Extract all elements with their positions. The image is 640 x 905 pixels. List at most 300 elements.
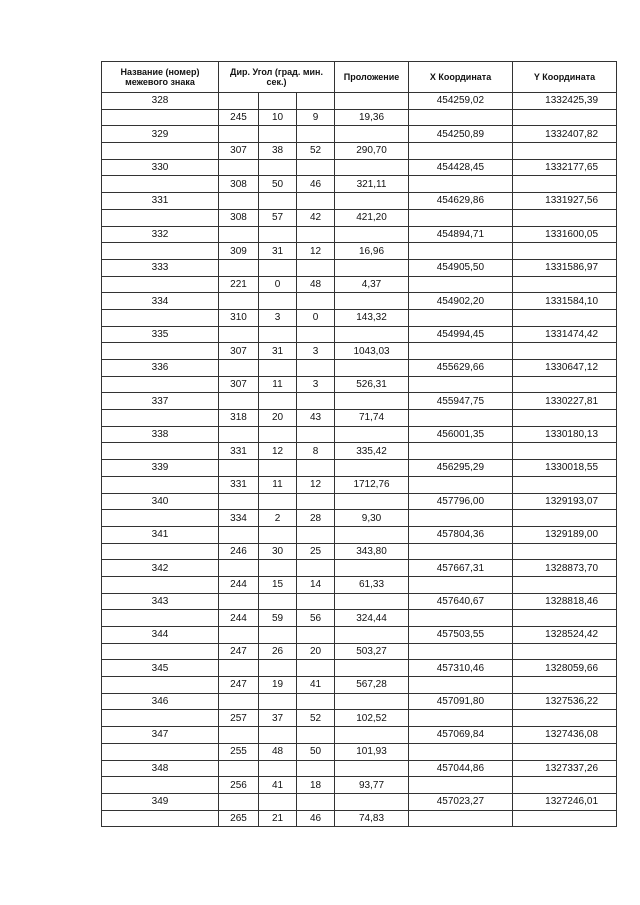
empty-cell: [219, 660, 259, 677]
empty-cell: [409, 410, 513, 427]
empty-cell: [513, 576, 617, 593]
empty-cell: [297, 560, 335, 577]
distance: 503,27: [335, 643, 409, 660]
empty-cell: [297, 727, 335, 744]
distance: 343,80: [335, 543, 409, 560]
segment-row: [102, 543, 617, 560]
segment-row: [102, 243, 617, 260]
empty-cell: [513, 610, 617, 627]
point-name: 329: [102, 126, 219, 143]
angle-minutes: 15: [259, 576, 297, 593]
empty-cell: [102, 743, 219, 760]
x-coordinate: 454994,45: [409, 326, 513, 343]
empty-cell: [297, 793, 335, 810]
empty-cell: [297, 760, 335, 777]
x-coordinate: 454629,86: [409, 193, 513, 210]
y-coordinate: 1332407,82: [513, 126, 617, 143]
empty-cell: [409, 710, 513, 727]
empty-cell: [219, 793, 259, 810]
segment-row: [102, 276, 617, 293]
empty-cell: [219, 126, 259, 143]
empty-cell: [219, 259, 259, 276]
segment-row: [102, 510, 617, 527]
empty-cell: [513, 810, 617, 827]
empty-cell: [219, 326, 259, 343]
empty-cell: [259, 760, 297, 777]
x-coordinate: 457023,27: [409, 793, 513, 810]
point-row: [102, 627, 617, 644]
point-name: 349: [102, 793, 219, 810]
empty-cell: [219, 727, 259, 744]
empty-cell: [219, 193, 259, 210]
angle-seconds: 46: [297, 810, 335, 827]
point-row: [102, 460, 617, 477]
empty-cell: [409, 176, 513, 193]
empty-cell: [297, 593, 335, 610]
angle-degrees: 256: [219, 777, 259, 794]
angle-degrees: 307: [219, 376, 259, 393]
point-row: [102, 426, 617, 443]
y-coordinate: 1330227,81: [513, 393, 617, 410]
distance: 74,83: [335, 810, 409, 827]
point-row: [102, 326, 617, 343]
y-coordinate: 1329193,07: [513, 493, 617, 510]
segment-row: [102, 677, 617, 694]
empty-cell: [297, 393, 335, 410]
empty-cell: [102, 610, 219, 627]
empty-cell: [409, 243, 513, 260]
empty-cell: [513, 743, 617, 760]
segment-row: [102, 143, 617, 160]
angle-seconds: 43: [297, 410, 335, 427]
angle-minutes: 50: [259, 176, 297, 193]
x-coordinate: 456295,29: [409, 460, 513, 477]
empty-cell: [259, 460, 297, 477]
empty-cell: [102, 510, 219, 527]
empty-cell: [409, 143, 513, 160]
y-coordinate: 1327246,01: [513, 793, 617, 810]
point-name: 337: [102, 393, 219, 410]
y-coordinate: 1328873,70: [513, 560, 617, 577]
header-row: [102, 62, 617, 93]
empty-cell: [259, 293, 297, 310]
point-row: [102, 360, 617, 377]
angle-minutes: 57: [259, 209, 297, 226]
empty-cell: [219, 426, 259, 443]
distance: 567,28: [335, 677, 409, 694]
empty-cell: [102, 109, 219, 126]
y-coordinate: 1329189,00: [513, 526, 617, 543]
header-y: Y Координата: [513, 62, 617, 93]
segment-row: [102, 343, 617, 360]
angle-degrees: 310: [219, 309, 259, 326]
empty-cell: [409, 276, 513, 293]
angle-seconds: 14: [297, 576, 335, 593]
empty-cell: [409, 610, 513, 627]
angle-seconds: 50: [297, 743, 335, 760]
empty-cell: [297, 627, 335, 644]
empty-cell: [259, 159, 297, 176]
angle-degrees: 255: [219, 743, 259, 760]
angle-seconds: 41: [297, 677, 335, 694]
angle-degrees: 247: [219, 677, 259, 694]
x-coordinate: 457503,55: [409, 627, 513, 644]
empty-cell: [335, 793, 409, 810]
distance: 61,33: [335, 576, 409, 593]
point-row: [102, 93, 617, 110]
coordinates-table: [101, 61, 617, 827]
empty-cell: [102, 476, 219, 493]
empty-cell: [513, 510, 617, 527]
distance: 9,30: [335, 510, 409, 527]
distance: 321,11: [335, 176, 409, 193]
empty-cell: [219, 393, 259, 410]
empty-cell: [335, 560, 409, 577]
header-x: X Координата: [409, 62, 513, 93]
point-row: [102, 760, 617, 777]
x-coordinate: 454428,45: [409, 159, 513, 176]
x-coordinate: 457640,67: [409, 593, 513, 610]
empty-cell: [102, 643, 219, 660]
angle-degrees: 244: [219, 610, 259, 627]
segment-row: [102, 376, 617, 393]
angle-minutes: 31: [259, 243, 297, 260]
x-coordinate: 455629,66: [409, 360, 513, 377]
x-coordinate: 454259,02: [409, 93, 513, 110]
distance: 101,93: [335, 743, 409, 760]
empty-cell: [409, 743, 513, 760]
empty-cell: [297, 259, 335, 276]
x-coordinate: 457091,80: [409, 693, 513, 710]
angle-seconds: 52: [297, 710, 335, 727]
point-name: 345: [102, 660, 219, 677]
y-coordinate: 1332425,39: [513, 93, 617, 110]
point-row: [102, 159, 617, 176]
point-row: [102, 526, 617, 543]
angle-minutes: 31: [259, 343, 297, 360]
distance: 71,74: [335, 410, 409, 427]
angle-degrees: 334: [219, 510, 259, 527]
angle-minutes: 11: [259, 476, 297, 493]
angle-minutes: 3: [259, 309, 297, 326]
empty-cell: [513, 410, 617, 427]
header-angle: Дир. Угол (град. мин. сек.): [219, 62, 335, 93]
empty-cell: [409, 510, 513, 527]
empty-cell: [259, 259, 297, 276]
empty-cell: [102, 710, 219, 727]
empty-cell: [102, 309, 219, 326]
empty-cell: [513, 643, 617, 660]
point-name: 338: [102, 426, 219, 443]
distance: 335,42: [335, 443, 409, 460]
segment-row: [102, 309, 617, 326]
y-coordinate: 1330018,55: [513, 460, 617, 477]
angle-degrees: 331: [219, 476, 259, 493]
empty-cell: [297, 293, 335, 310]
empty-cell: [259, 493, 297, 510]
empty-cell: [335, 326, 409, 343]
y-coordinate: 1328524,42: [513, 627, 617, 644]
empty-cell: [513, 777, 617, 794]
empty-cell: [297, 360, 335, 377]
angle-minutes: 38: [259, 143, 297, 160]
empty-cell: [297, 460, 335, 477]
distance: 93,77: [335, 777, 409, 794]
empty-cell: [335, 526, 409, 543]
x-coordinate: 455947,75: [409, 393, 513, 410]
angle-minutes: 2: [259, 510, 297, 527]
empty-cell: [513, 143, 617, 160]
distance: 19,36: [335, 109, 409, 126]
angle-minutes: 0: [259, 276, 297, 293]
x-coordinate: 457310,46: [409, 660, 513, 677]
angle-degrees: 307: [219, 143, 259, 160]
empty-cell: [102, 810, 219, 827]
point-row: [102, 393, 617, 410]
segment-row: [102, 476, 617, 493]
empty-cell: [297, 226, 335, 243]
segment-row: [102, 643, 617, 660]
x-coordinate: 457667,31: [409, 560, 513, 577]
y-coordinate: 1331600,05: [513, 226, 617, 243]
angle-degrees: 247: [219, 643, 259, 660]
angle-seconds: 3: [297, 376, 335, 393]
angle-degrees: 221: [219, 276, 259, 293]
point-name: 347: [102, 727, 219, 744]
point-row: [102, 259, 617, 276]
header-name: Название (номер) межевого знака: [102, 62, 219, 93]
point-name: 348: [102, 760, 219, 777]
point-name: 341: [102, 526, 219, 543]
empty-cell: [513, 209, 617, 226]
x-coordinate: 454894,71: [409, 226, 513, 243]
distance: 421,20: [335, 209, 409, 226]
point-name: 346: [102, 693, 219, 710]
empty-cell: [297, 660, 335, 677]
angle-seconds: 20: [297, 643, 335, 660]
angle-degrees: 309: [219, 243, 259, 260]
empty-cell: [259, 693, 297, 710]
distance: 143,32: [335, 309, 409, 326]
x-coordinate: 457069,84: [409, 727, 513, 744]
angle-minutes: 26: [259, 643, 297, 660]
empty-cell: [259, 360, 297, 377]
x-coordinate: 454250,89: [409, 126, 513, 143]
empty-cell: [409, 576, 513, 593]
point-row: [102, 193, 617, 210]
empty-cell: [513, 176, 617, 193]
angle-seconds: 12: [297, 243, 335, 260]
distance: 324,44: [335, 610, 409, 627]
angle-seconds: 42: [297, 209, 335, 226]
empty-cell: [102, 143, 219, 160]
y-coordinate: 1327536,22: [513, 693, 617, 710]
empty-cell: [259, 526, 297, 543]
empty-cell: [297, 126, 335, 143]
angle-seconds: 52: [297, 143, 335, 160]
y-coordinate: 1331474,42: [513, 326, 617, 343]
empty-cell: [409, 343, 513, 360]
empty-cell: [102, 243, 219, 260]
empty-cell: [259, 727, 297, 744]
empty-cell: [297, 526, 335, 543]
x-coordinate: 457804,36: [409, 526, 513, 543]
angle-minutes: 41: [259, 777, 297, 794]
empty-cell: [335, 159, 409, 176]
empty-cell: [409, 476, 513, 493]
empty-cell: [335, 660, 409, 677]
segment-row: [102, 576, 617, 593]
empty-cell: [259, 93, 297, 110]
point-row: [102, 226, 617, 243]
empty-cell: [259, 426, 297, 443]
y-coordinate: 1331927,56: [513, 193, 617, 210]
empty-cell: [297, 93, 335, 110]
empty-cell: [335, 360, 409, 377]
segment-row: [102, 710, 617, 727]
empty-cell: [409, 376, 513, 393]
distance: 290,70: [335, 143, 409, 160]
segment-row: [102, 610, 617, 627]
empty-cell: [259, 226, 297, 243]
point-name: 342: [102, 560, 219, 577]
point-name: 340: [102, 493, 219, 510]
empty-cell: [102, 343, 219, 360]
segment-row: [102, 743, 617, 760]
empty-cell: [297, 159, 335, 176]
point-row: [102, 493, 617, 510]
point-row: [102, 593, 617, 610]
empty-cell: [513, 309, 617, 326]
angle-degrees: 331: [219, 443, 259, 460]
empty-cell: [409, 677, 513, 694]
empty-cell: [219, 760, 259, 777]
empty-cell: [335, 93, 409, 110]
empty-cell: [513, 243, 617, 260]
empty-cell: [335, 226, 409, 243]
angle-seconds: 12: [297, 476, 335, 493]
y-coordinate: 1327436,08: [513, 727, 617, 744]
empty-cell: [513, 710, 617, 727]
point-row: [102, 727, 617, 744]
x-coordinate: 457044,86: [409, 760, 513, 777]
y-coordinate: 1330180,13: [513, 426, 617, 443]
empty-cell: [102, 176, 219, 193]
segment-row: [102, 410, 617, 427]
empty-cell: [259, 126, 297, 143]
point-row: [102, 660, 617, 677]
empty-cell: [219, 627, 259, 644]
point-name: 330: [102, 159, 219, 176]
point-name: 344: [102, 627, 219, 644]
empty-cell: [335, 126, 409, 143]
x-coordinate: 454905,50: [409, 259, 513, 276]
empty-cell: [335, 259, 409, 276]
distance: 1712,76: [335, 476, 409, 493]
y-coordinate: 1331584,10: [513, 293, 617, 310]
y-coordinate: 1330647,12: [513, 360, 617, 377]
angle-minutes: 20: [259, 410, 297, 427]
empty-cell: [259, 660, 297, 677]
distance: 1043,03: [335, 343, 409, 360]
angle-minutes: 10: [259, 109, 297, 126]
segment-row: [102, 109, 617, 126]
point-row: [102, 293, 617, 310]
empty-cell: [409, 443, 513, 460]
empty-cell: [259, 326, 297, 343]
empty-cell: [259, 793, 297, 810]
angle-degrees: 265: [219, 810, 259, 827]
segment-row: [102, 810, 617, 827]
point-name: 334: [102, 293, 219, 310]
segment-row: [102, 209, 617, 226]
empty-cell: [409, 209, 513, 226]
angle-seconds: 48: [297, 276, 335, 293]
empty-cell: [219, 526, 259, 543]
header-distance: Проложение: [335, 62, 409, 93]
x-coordinate: 457796,00: [409, 493, 513, 510]
segment-row: [102, 777, 617, 794]
distance: 102,52: [335, 710, 409, 727]
angle-seconds: 0: [297, 309, 335, 326]
y-coordinate: 1331586,97: [513, 259, 617, 276]
empty-cell: [102, 677, 219, 694]
point-name: 328: [102, 93, 219, 110]
empty-cell: [102, 576, 219, 593]
point-row: [102, 560, 617, 577]
empty-cell: [335, 593, 409, 610]
empty-cell: [335, 627, 409, 644]
empty-cell: [259, 560, 297, 577]
empty-cell: [335, 393, 409, 410]
empty-cell: [259, 627, 297, 644]
angle-degrees: 246: [219, 543, 259, 560]
point-name: 335: [102, 326, 219, 343]
empty-cell: [335, 760, 409, 777]
distance: 4,37: [335, 276, 409, 293]
empty-cell: [335, 493, 409, 510]
angle-degrees: 318: [219, 410, 259, 427]
empty-cell: [219, 159, 259, 176]
empty-cell: [102, 543, 219, 560]
empty-cell: [513, 677, 617, 694]
distance: 526,31: [335, 376, 409, 393]
empty-cell: [409, 109, 513, 126]
empty-cell: [513, 476, 617, 493]
empty-cell: [219, 693, 259, 710]
empty-cell: [102, 276, 219, 293]
empty-cell: [335, 693, 409, 710]
point-row: [102, 126, 617, 143]
empty-cell: [102, 209, 219, 226]
angle-degrees: 308: [219, 176, 259, 193]
empty-cell: [409, 777, 513, 794]
angle-seconds: 46: [297, 176, 335, 193]
angle-minutes: 12: [259, 443, 297, 460]
empty-cell: [409, 309, 513, 326]
empty-cell: [513, 376, 617, 393]
empty-cell: [259, 593, 297, 610]
angle-seconds: 25: [297, 543, 335, 560]
empty-cell: [297, 326, 335, 343]
empty-cell: [102, 443, 219, 460]
empty-cell: [409, 810, 513, 827]
angle-seconds: 8: [297, 443, 335, 460]
empty-cell: [259, 193, 297, 210]
angle-degrees: 244: [219, 576, 259, 593]
angle-degrees: 257: [219, 710, 259, 727]
empty-cell: [513, 109, 617, 126]
